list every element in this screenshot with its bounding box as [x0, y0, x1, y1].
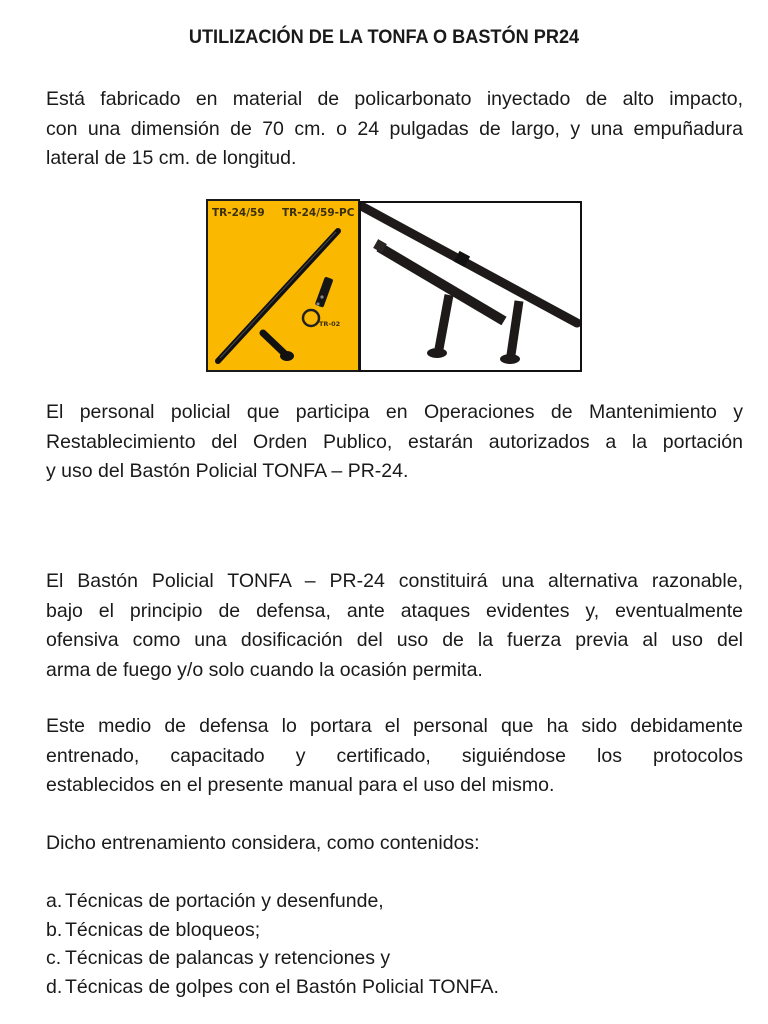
paragraph-line: Restablecimiento del Orden Publico, estarán autorizados a la portación	[46, 430, 743, 453]
list-item	[46, 887, 499, 916]
paragraph-line: Este medio de defensa lo portara el personal que ha sido debidamente	[46, 715, 743, 737]
product-image-yellow	[206, 199, 360, 372]
product-image-white	[359, 201, 582, 372]
list-marker: a.	[46, 890, 63, 912]
paragraph-line: ofensiva como una dosificación del uso de la fuerza previa al uso del	[46, 629, 743, 651]
list-item	[46, 973, 499, 1002]
list-marker: d.	[46, 975, 63, 998]
list-item-text: Técnicas de golpes con el Bastón Policial TONFA.	[65, 975, 499, 998]
paragraph-alternative	[46, 567, 743, 685]
product-label-tr-24-59-pc: TR-24/59-PC	[282, 207, 355, 219]
paragraph-line: establecidos en el presente manual para el uso del mismo.	[46, 774, 555, 796]
paragraph-training	[46, 712, 743, 801]
list-item-text: Técnicas de portación y desenfunde,	[65, 890, 384, 912]
list-item-text: Técnicas de bloqueos;	[65, 918, 261, 941]
product-label-tr-02: TR-02	[319, 320, 341, 328]
paragraph-line: Dicho entrenamiento considera, como contenidos:	[46, 832, 480, 854]
paragraph-line: y uso del Bastón Policial TONFA – PR-24.	[46, 460, 409, 482]
paragraph-line: bajo el principio de defensa, ante ataques evidentes y, eventualmente	[46, 599, 743, 622]
paragraph-line: El personal policial que participa en Operaciones de Mantenimiento y	[46, 401, 743, 423]
list-marker: b.	[46, 918, 63, 941]
page-title: UTILIZACIÓN DE LA TONFA O BASTÓN PR24	[188, 26, 580, 48]
paragraph-authorization	[46, 398, 743, 487]
list-marker: c.	[46, 947, 62, 970]
paragraph-line: arma de fuego y/o solo cuando la ocasión permita.	[46, 658, 483, 681]
list-item-text: Técnicas de palancas y retenciones y	[65, 947, 391, 970]
tonfa-figure	[206, 199, 582, 371]
paragraph-line: El Bastón Policial TONFA – PR-24 constituirá una alternativa razonable,	[46, 570, 743, 592]
list-item	[46, 944, 499, 973]
paragraph-line: Está fabricado en material de policarbonato inyectado de alto impacto,	[46, 88, 743, 110]
techniques-list	[46, 887, 499, 1001]
baton-pair-icon	[361, 203, 580, 370]
paragraph-line: lateral de 15 cm. de longitud.	[46, 147, 297, 169]
paragraph-line: entrenado, capacitado y certificado, siguiéndose los protocolos	[46, 744, 743, 767]
list-item	[46, 916, 499, 945]
paragraph-line: con una dimensión de 70 cm. o 24 pulgadas de largo, y una empuñadura	[46, 117, 743, 140]
paragraph-material	[46, 85, 743, 174]
paragraph-contents-intro	[46, 829, 743, 859]
product-label-tr-24-59: TR-24/59	[212, 207, 265, 219]
baton-yellow-icon	[208, 201, 358, 370]
